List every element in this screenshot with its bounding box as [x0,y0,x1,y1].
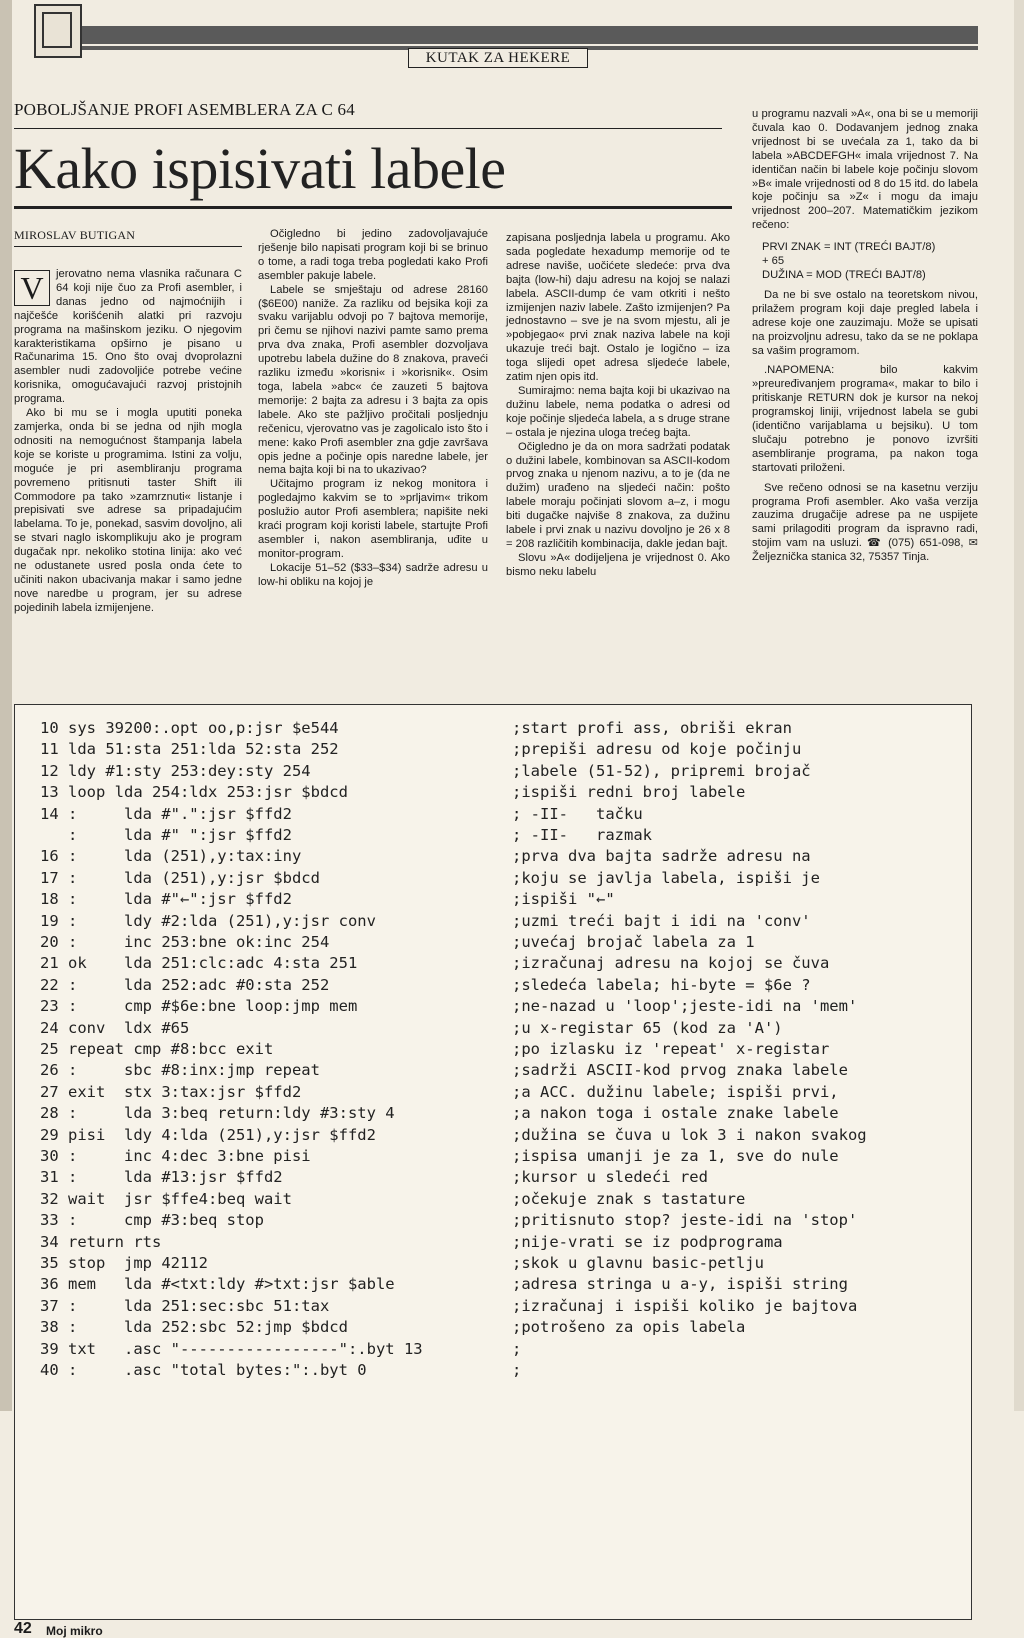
text-column-1 [14,268,242,616]
code-comment: ;start profi ass, obriši ekran [512,719,792,737]
code-line: 31 : lda #13:jsr $ffd2 [40,1168,283,1187]
code-comment: ;potrošeno za opis labela [512,1318,746,1337]
code-comment: ;u x-registar 65 (kod za 'A') [512,1018,783,1037]
code-line: 24 conv ldx #65 [40,1018,190,1037]
paragraph: .NAPOMENA: bilo kakvim »preuređivanjem programa«, makar to bilo i pritiskanje RETURN dok je kursor na nekoj programskoj liniji, vrijednost labela se gubi (identično varijablama u bejsiku). U tom slučaju potrebno je ponovo izvršiti asembliranje programa, pa nakon toga startovati priloženi. [752,364,978,474]
code-line: 39 txt .asc "-----------------":.byt 13 [40,1339,423,1358]
paragraph: Labele se smještaju od adrese 28160 ($6E00) naniže. Za razliku od bejsika koji za svaku varijablu odvoji po 7 bajtova memorije, pri čemu se njihovi nazivi pamte samo prema prva dva znaka, Profi asembler dozvoljava upotrebu labela dužine do 8 znakova, praveći razliku između »korisni« i »korisnik«. Osim toga, labela »abc« će zauzeti 5 bajtova memorije: 2 bajta za adresu i 3 bajta za opis labele. Ako ste pažljivo pročitali posljednju rečenicu, vjerovatno vas je zagolicalo isto što i mene: kako Profi asembler zna gdje završava opis jedne a počinje opis naredne labele, jer nema bajta koji bi na to ukazivao? [258,283,488,477]
magazine-name: Moj mikro [46,1624,103,1638]
code-line: 14 : lda #".":jsr $ffd2 [40,804,292,823]
text-column-4 [752,108,978,565]
code-line: 23 : cmp #$6e:bne loop:jmp mem [40,997,358,1016]
code-comment: ;ne-nazad u 'loop';jeste-idi na 'mem' [512,997,858,1016]
code-line: 37 : lda 251:sec:sbc 51:tax [40,1296,330,1315]
code-line: 26 : sbc #8:inx:jmp repeat [40,1061,320,1080]
header-bar [60,26,978,44]
code-line: 10 sys 39200:.opt oo,p:jsr $e544 [40,719,339,737]
code-line: 40 : .asc "total bytes:":.byt 0 [40,1361,367,1379]
code-line: 20 : inc 253:bne ok:inc 254 [40,933,330,951]
code-comment: ;adresa stringa u a-y, ispiši string [512,1275,848,1294]
code-comment: ;sadrži ASCII-kod prvog znaka labele [512,1061,848,1080]
text-column-3 [506,232,730,580]
code-comment: ;ispiši redni broj labele [512,783,746,802]
code-line: 16 : lda (251),y:tax:iny [40,847,302,866]
author-byline: MIROSLAV BUTIGAN [14,228,136,242]
code-line: 30 : inc 4:dec 3:bne pisi [40,1147,311,1165]
code-comment: ;očekuje znak s tastature [512,1189,746,1208]
code-comment: ;nije-vrati se iz podprograma [512,1232,783,1251]
code-comment: ;izračunaj i ispiši koliko je bajtova [512,1296,858,1315]
code-line: 27 exit stx 3:tax:jsr $ffd2 [40,1082,302,1101]
code-comment: ;dužina se čuva u lok 3 i nakon svakog [512,1125,867,1144]
code-comment: ; -II- tačku [512,804,643,823]
code-comment: ;kursor u sledeći red [512,1168,708,1187]
code-line: 19 : ldy #2:lda (251),y:jsr conv [40,911,376,930]
code-comment: ;po izlasku iz 'repeat' x-registar [512,1040,830,1058]
code-comment: ;skok u glavnu basic-petlju [512,1254,764,1272]
code-line: 34 return rts [40,1232,162,1251]
code-line: 38 : lda 252:sbc 52:jmp $bdcd [40,1318,348,1337]
code-line: 13 loop lda 254:ldx 253:jsr $bdcd [40,783,348,802]
code-line: 17 : lda (251),y:jsr $bdcd [40,868,320,887]
paragraph: Da ne bi sve ostalo na teoretskom nivou, prilažem program koji daje pregled labela i adrese koje one zauzimaju. Može se upisati na proizvoljnu adresu, tako da se ne poklapa sa vašim programom. [752,288,978,357]
code-line: 36 mem lda #<txt:ldy #>txt:jsr $able [40,1275,395,1294]
code-comment: ;izračunaj adresu na kojoj se čuva [512,954,830,973]
text-column-2 [258,228,488,590]
code-comment: ;pritisnuto stop? jeste-idi na 'stop' [512,1211,858,1230]
code-line: 28 : lda 3:beq return:ldy #3:sty 4 [40,1104,395,1123]
formula-block [762,241,978,283]
code-line: 33 : cmp #3:beq stop [40,1211,264,1230]
paragraph: Očigledno bi jedino zadovoljavajuće rješenje bilo napisati program koji bi se brinuo o tome, a radi toga treba pogledati kako Profi asembler pakuje labele. [258,228,488,282]
kicker-rule [14,128,722,129]
code-line: 35 stop jmp 42112 [40,1254,208,1272]
paragraph: Sumirajmo: nema bajta koji bi ukazivao na dužinu labele, nema podatka o adresi od koje počinje sljedeća labela, a s druge strane – ostala je njezina uloga trećeg bajta. [506,384,730,439]
paragraph: Ako bi mu se i mogla uputiti poneka zamjerka, onda bi se jedna od njih mogla odnositi na nemogućnost štampanja labela koje se koriste u programima. Istini za volju, moguće je pri asembliranju programa povremeno pritisnuti taster Shift ili Commodore pa tako »zamrznuti« listanje i prepisivati sve adrese sa pripadajućim labelama. To je, ponekad, sasvim dovoljno, ali se stvari naglo iskomplikuju ako je program dugačak npr. nekoliko stotina linija: ako već ne odustanete usred posla onda ćete to učiniti nakon ubacivanja makar i samo jedne nove naredbe u program, jer su adrese pojedinih labela izmijenjene. [14,407,242,614]
code-comment: ;prepiši adresu od koje počinju [512,740,802,759]
drop-cap: V [14,270,50,306]
article-kicker: POBOLJŠANJE PROFI ASEMBLERA ZA C 64 [14,100,355,119]
code-comment: ;uzmi treći bajt i idi na 'conv' [512,911,811,930]
paragraph: Očigledno je da on mora sadržati podatak o dužini labele, kombinovan sa ASCII-kodom prvog znaka u njenom nazivu, a to je (da ne dužim) urađeno na sljedeći način: pošto labele moraju počinjati slovom a–z, i mogu biti dugačke najviše 8 znakova, za dužinu labele i prvi znak u nazivu dovoljno je 26 x 8 = 208 različitih kombinacija, dakle jedan bajt. [506,440,730,550]
code-line: 29 pisi ldy 4:lda (251),y:jsr $ffd2 [40,1125,376,1144]
page-number: 42 [14,1620,32,1637]
code-line: 32 wait jsr $ffe4:beq wait [40,1189,292,1208]
code-comment: ; -II- razmak [512,826,652,844]
section-tag: KUTAK ZA HEKERE [408,48,588,68]
paragraph: Lokacije 51–52 ($33–$34) sadrže adresu u low-hi obliku na kojoj je [258,561,488,588]
code-line: 22 : lda 252:adc #0:sta 252 [40,975,330,994]
paragraph: u programu nazvali »A«, ona bi se u memoriji čuvala kao 0. Dodavanjem jednog znaka vrijednost bi se uvećala za 1, tako da bi labela »ABCDEFGH« imala vrijednost 7. Na identičan način bi labele koje počinju slovom »B« imale vrijednosti od 8 do 15 itd. do labela koje počinju sa »Z« i mogu da imaju vrijednost 200–207. Matematičkim jezikom rečeno: [752,108,978,232]
page-right-edge [1014,0,1024,1411]
formula-line: PRVI ZNAK = INT (TREĆI BAJT/8) [762,241,936,254]
code-comment: ;koju se javlja labela, ispiši je [512,868,820,887]
code-comment: ;sledeća labela; hi-byte = $6e ? [512,975,811,994]
code-line: 11 lda 51:sta 251:lda 52:sta 252 [40,740,339,759]
code-comment: ;uvećaj brojač labela za 1 [512,933,755,951]
code-comment: ; [512,1361,522,1379]
paragraph: zapisana posljednja labela u programu. Ako sada pogledate hexadump memorije od te adrese naviše, uočićete sledeće: prva dva bajta (low-hi) daju adresu na kojoj se nalazi labela. ASCII-dump će vam otkriti i nešto izmijenjen naziv labele. Zašto izmijenjen? Pa jednostavno – sve je na svom mjestu, ali je »pobjegao« prvi znak naziva labele na koji ukazuje treći bajt. Ostalo je logično – iza toga slijedi opet adresa sljedeće labele, zatim njen opis itd. [506,232,730,384]
code-line: 18 : lda #"←":jsr $ffd2 [40,890,292,909]
page-left-edge [0,0,12,1411]
computer-logo-icon [34,4,82,58]
article-title: Kako ispisivati labele [14,136,506,201]
byline-rule [14,246,242,247]
code-line: 25 repeat cmp #8:bcc exit [40,1040,274,1058]
formula-line: DUŽINA = MOD (TREĆI BAJT/8) [762,268,926,281]
code-comment: ;a nakon toga i ostale znake labele [512,1104,839,1123]
code-comment: ;labele (51-52), pripremi brojač [512,761,811,780]
title-rule [14,206,732,209]
paragraph: Sve rečeno odnosi se na kasetnu verziju programa Profi asembler. Ako vaša verzija zauzima drugačije adrese pa ne uspijete sami prilagoditi program da ispravno radi, stojim vam na usluzi. ☎ (075) 651-098, ✉ Željeznička stanica 32, 75357 Tinja. [752,481,978,564]
code-comment: ; [512,1339,522,1358]
code-comment: ;ispisa umanji je za 1, sve do nule [512,1147,839,1165]
code-line: 12 ldy #1:sty 253:dey:sty 254 [40,761,311,780]
code-comment: ;a ACC. dužinu labele; ispiši prvi, [512,1082,839,1101]
code-line: : lda #" ":jsr $ffd2 [40,826,292,844]
code-comment: ;ispiši "←" [512,890,615,909]
formula-line: + 65 [762,255,785,268]
code-line: 21 ok lda 251:clc:adc 4:sta 251 [40,954,358,973]
paragraph: jerovatno nema vlasnika računara C 64 koji nije čuo za Profi asembler, i danas jedno od najmoćnijih i najčešće korišćenih alatki pri razvoju programa na mašinskom jeziku. O njegovim karakteristikama opširno je pisano u Računarima 15. Ono što ovaj dvoprolazni asembler nudi zadovoljiće potrebe većine korisnika, omogućavajući razvoj pristojnih programa. [14,268,242,406]
code-comment: ;prva dva bajta sadrže adresu na [512,847,811,866]
paragraph: Učitajmo program iz nekog monitora i pogledajmo kakvim se to »prljavim« trikom poslužio autor Profi asemblera; napišite neki kraći program koji koristi labele, startujte Profi asembler i, nakon asembliranja, uđite u monitor-program. [258,478,488,560]
paragraph: Slovu »A« dodijeljena je vrijednost 0. Ako bismo neku labelu [506,551,730,578]
